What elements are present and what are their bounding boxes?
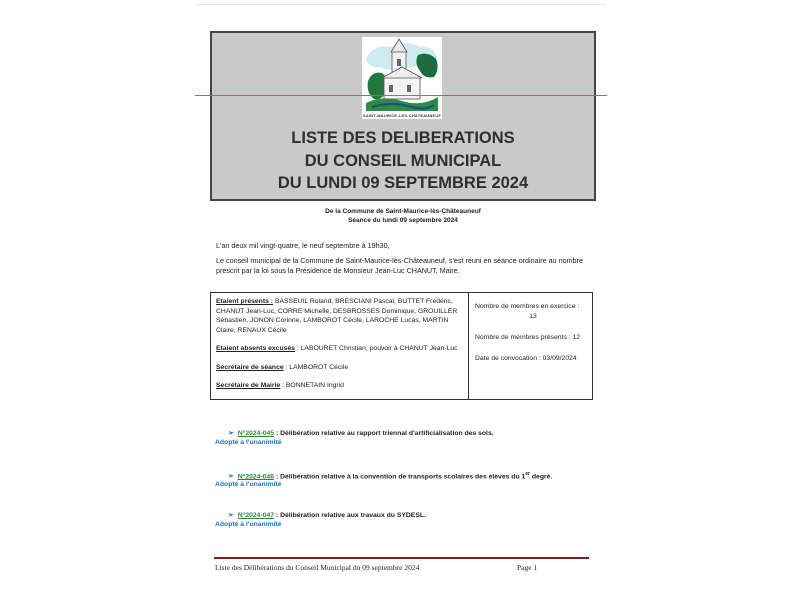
present-label: Etaient présents : <box>216 298 274 305</box>
secretary-value: : LAMBOROT Cécile <box>285 364 349 371</box>
intro-line-2: prescrit par la loi sous la Présidence de Monsieur Jean-Luc CHANUT, Maire. <box>216 266 460 275</box>
deliberation-result: Adopté à l'unanimité <box>215 481 282 488</box>
present-count: Nombre de membres présents : 12 <box>475 334 581 341</box>
deliberation-result: Adopté à l'unanimité <box>215 521 282 528</box>
title-line-1: LISTE DES DELIBERATIONS <box>291 129 515 147</box>
deliberation-item <box>228 471 552 480</box>
deliberation-number: N°2024-047 <box>237 512 275 519</box>
mairie-block <box>216 381 466 391</box>
deliberation-result: Adopté à l'unanimité <box>215 439 282 446</box>
title-line-2: DU CONSEIL MUNICIPAL <box>304 152 502 170</box>
mairie-label: Secrétaire de Mairie <box>216 382 281 389</box>
deliberation-superscript: er <box>525 471 530 477</box>
deliberation-number: N°2024-046 <box>237 473 275 481</box>
arrow-bullet-icon: ➢ <box>228 473 234 481</box>
convocation-date: Date de convocation : 03/09/2024 <box>475 355 577 362</box>
session-line: Séance du lundi 09 septembre 2024 <box>348 217 458 224</box>
members-label: Nombre de membres en exercice : <box>475 303 580 310</box>
red-rule <box>195 95 607 96</box>
present-line-2: CHANUT Jean-Luc, CORRE Michelle, DESBROSSES Dominique, GROUILLER <box>216 307 458 315</box>
deliberation-text: : Délibération relative au rapport triennal d'artificialisation des sols. <box>274 430 494 437</box>
attendance-table <box>210 292 593 400</box>
present-line-4: Claire, RENAUX Cécile <box>216 326 287 334</box>
page-top-edge <box>196 4 606 5</box>
deliberation-text-end: degré. <box>530 473 553 481</box>
deliberation-text: : Délibération relative à la convention de transports scolaires des élèves du 1 <box>274 473 526 481</box>
present-line-1: BASSEUIL Roland, BRESCIANI Pascal, BUTTET Frédéric, <box>274 298 453 305</box>
deliberation-item <box>228 511 426 519</box>
footer-rule <box>214 557 589 559</box>
deliberation-number: N°2024-045 <box>237 430 275 437</box>
present-block <box>216 297 464 335</box>
present-line-3: Sébastien, JONON Corinne, LAMBOROT Cécile, LAROCHE Lucas, MARTIN <box>216 317 449 324</box>
secretary-block <box>216 363 466 373</box>
logo-caption: SAINT-MAURICE-LES-CHATEAUNEUF <box>362 113 442 118</box>
absent-value: : LABOURET Christian, pouvoir à CHANUT Jean-Luc <box>296 345 458 352</box>
mairie-value: : BONNETAIN Ingrid <box>282 382 344 389</box>
table-divider <box>468 293 469 399</box>
absent-label: Etaient absents excusés <box>216 345 295 352</box>
title-line-3: DU LUNDI 09 SEPTEMBRE 2024 <box>277 174 529 192</box>
intro-line-1: Le conseil municipal de la Commune de Saint-Maurice-lès-Châteauneuf, s'est réuni en séance ordinaire au nombre <box>216 256 583 265</box>
members-value: 13 <box>529 313 537 320</box>
secretary-label: Secrétaire de séance <box>216 364 284 371</box>
commune-line: De la Commune de Saint-Maurice-lès-Châteauneuf <box>325 208 481 215</box>
page-number: Page 1 <box>517 563 538 572</box>
deliberation-item <box>228 429 494 437</box>
arrow-bullet-icon: ➢ <box>228 512 234 519</box>
deliberation-text: : Délibération relative aux travaux du SYDESL. <box>274 512 426 519</box>
intro-date: L'an deux mil vingt-quatre, le neuf septembre à 19h30, <box>216 241 390 250</box>
arrow-bullet-icon: ➢ <box>228 430 234 437</box>
footer-title: Liste des Délibérations du Conseil Municipal du 09 septembre 2024 <box>215 563 420 572</box>
absent-block <box>216 344 466 354</box>
commune-logo <box>362 37 442 119</box>
